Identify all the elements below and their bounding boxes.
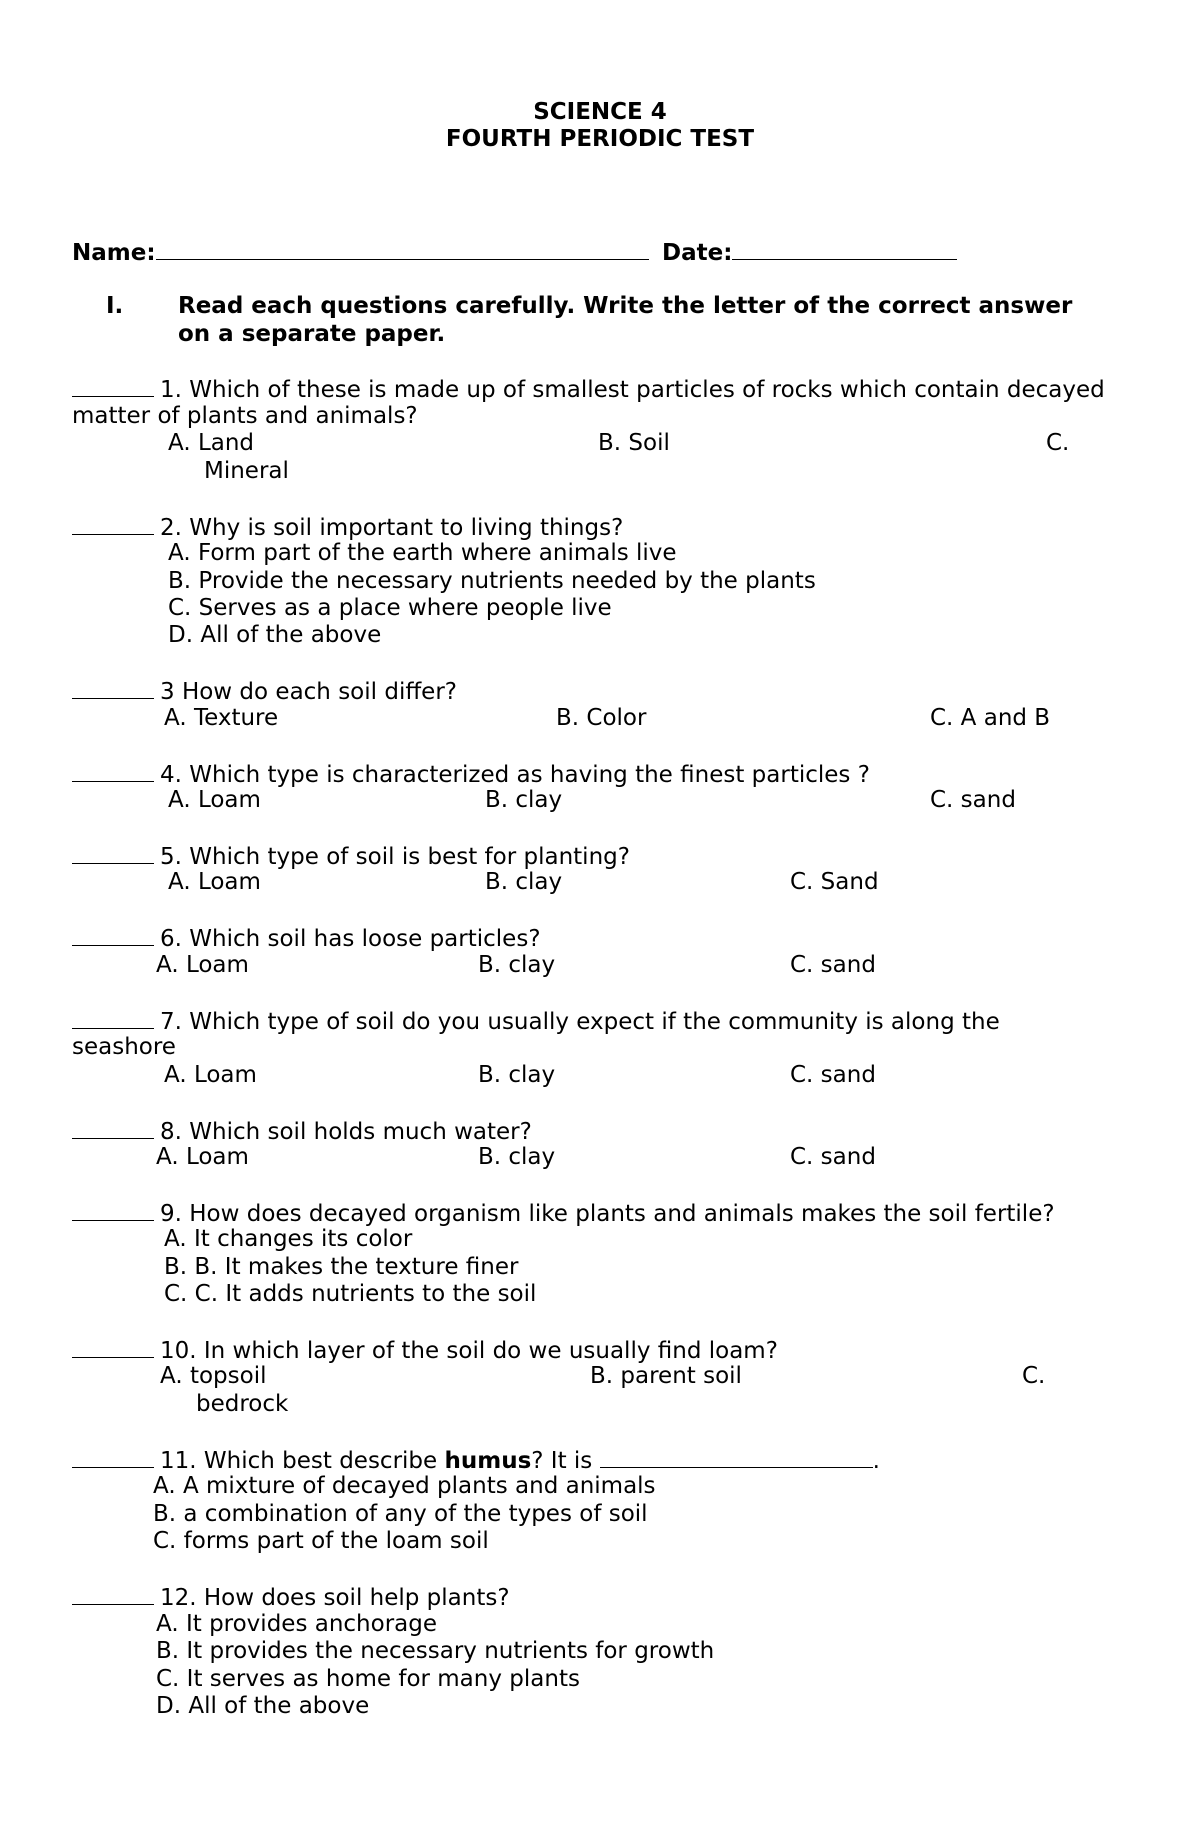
question-text: 9. How does decayed organism like plants and animals makes the soil fertile?	[160, 1201, 1055, 1227]
option-a: A. It changes its color	[164, 1226, 413, 1252]
option-d: D. All of the above	[156, 1693, 370, 1719]
answer-blank[interactable]	[72, 1116, 154, 1139]
option-c: C. sand	[930, 787, 1016, 813]
question-text: 1. Which of these is made up of smallest particles of rocks which contain decayed	[160, 377, 1105, 403]
question-8	[72, 1116, 532, 1146]
question-text: 7. Which type of soil do you usually expect if the community is along the	[160, 1009, 1000, 1035]
question-text: 3 How do each soil differ?	[160, 679, 457, 705]
answer-blank[interactable]	[72, 759, 154, 782]
option-a: A. Loam	[168, 787, 261, 813]
question-6	[72, 923, 541, 953]
option-c: C. A and B	[930, 705, 1051, 731]
name-label: Name:	[72, 240, 156, 266]
question-3	[72, 676, 457, 706]
answer-blank[interactable]	[72, 374, 154, 397]
answer-blank[interactable]	[72, 841, 154, 864]
section-number: I.	[106, 293, 124, 319]
option-b: B. clay	[485, 869, 563, 895]
answer-blank[interactable]	[72, 923, 154, 946]
answer-blank[interactable]	[72, 1335, 154, 1358]
date-label: Date:	[662, 240, 733, 266]
option-c: C. sand	[790, 1062, 876, 1088]
option-c: C. forms part of the loam soil	[153, 1528, 489, 1554]
answer-blank[interactable]	[72, 1198, 154, 1221]
option-c: C. C. It adds nutrients to the soil	[164, 1281, 537, 1307]
instructions-line-2: on a separate paper.	[178, 321, 446, 347]
question-text: 12. How does soil help plants?	[160, 1585, 510, 1611]
option-b: B. Soil	[598, 430, 670, 456]
answer-blank[interactable]	[72, 1445, 154, 1468]
option-c: C.	[1046, 430, 1070, 456]
question-5	[72, 841, 630, 871]
option-a: A. Loam	[168, 869, 261, 895]
question-text-cont: seashore	[72, 1034, 176, 1060]
option-c: C. Serves as a place where people live	[168, 595, 612, 621]
option-c-cont: bedrock	[196, 1391, 289, 1417]
question-text: 10. In which layer of the soil do we usually find loam?	[160, 1338, 778, 1364]
option-a: A. Loam	[164, 1062, 257, 1088]
question-end: .	[872, 1448, 880, 1474]
option-a: A. Loam	[156, 1144, 249, 1170]
option-b: B. B. It makes the texture finer	[164, 1254, 519, 1280]
option-b: B. clay	[478, 952, 556, 978]
question-11	[72, 1445, 880, 1475]
title-line-1: SCIENCE 4	[533, 99, 667, 125]
option-c: C. sand	[790, 1144, 876, 1170]
option-b: B. clay	[478, 1144, 556, 1170]
question-7	[72, 1006, 1000, 1036]
question-1	[72, 374, 1105, 404]
answer-blank[interactable]	[72, 512, 154, 535]
question-4	[72, 759, 870, 789]
option-a: A. It provides anchorage	[156, 1611, 437, 1637]
question-text-post: ? It is	[531, 1448, 600, 1474]
option-a: A. topsoil	[160, 1363, 267, 1389]
option-c: C. It serves as home for many plants	[156, 1666, 580, 1692]
answer-blank[interactable]	[72, 676, 154, 699]
option-b: B. parent soil	[590, 1363, 742, 1389]
question-9	[72, 1198, 1055, 1228]
option-c: C. sand	[790, 952, 876, 978]
option-b: B. clay	[485, 787, 563, 813]
date-field[interactable]	[662, 237, 957, 267]
option-b: B. Provide the necessary nutrients needed by the plants	[168, 568, 816, 594]
name-blank[interactable]	[156, 237, 649, 260]
option-c: C. Sand	[790, 869, 879, 895]
option-a: A. Form part of the earth where animals live	[168, 540, 677, 566]
option-a: A. Loam	[156, 952, 249, 978]
option-a: A. A mixture of decayed plants and animals	[153, 1473, 656, 1499]
option-a: A. Land	[168, 430, 255, 456]
option-b: B. It provides the necessary nutrients for growth	[156, 1638, 715, 1664]
date-blank[interactable]	[732, 237, 957, 260]
question-12	[72, 1582, 510, 1612]
option-c-cont: Mineral	[204, 458, 289, 484]
question-10	[72, 1335, 778, 1365]
option-a: A. Texture	[164, 705, 279, 731]
question-text: 5. Which type of soil is best for planting?	[160, 844, 630, 870]
question-text: 4. Which type is characterized as having the finest particles ?	[160, 762, 870, 788]
option-b: B. a combination of any of the types of soil	[153, 1501, 648, 1527]
title-line-2: FOURTH PERIODIC TEST	[445, 126, 755, 152]
question-text: 8. Which soil holds much water?	[160, 1119, 532, 1145]
question-text-cont: matter of plants and animals?	[72, 403, 418, 429]
answer-blank[interactable]	[72, 1582, 154, 1605]
option-c: C.	[1022, 1363, 1046, 1389]
fill-blank[interactable]	[600, 1445, 873, 1468]
option-b: B. Color	[556, 705, 647, 731]
option-b: B. clay	[478, 1062, 556, 1088]
question-text: 2. Why is soil important to living things?	[160, 515, 624, 541]
question-text: 11. Which best describe	[160, 1448, 445, 1474]
option-d: D. All of the above	[168, 622, 382, 648]
answer-blank[interactable]	[72, 1006, 154, 1029]
humus-term: humus	[444, 1448, 532, 1474]
instructions-line-1: Read each questions carefully. Write the letter of the correct answer	[178, 293, 1073, 319]
question-text: 6. Which soil has loose particles?	[160, 926, 541, 952]
question-2	[72, 512, 623, 542]
name-field[interactable]	[72, 237, 649, 267]
